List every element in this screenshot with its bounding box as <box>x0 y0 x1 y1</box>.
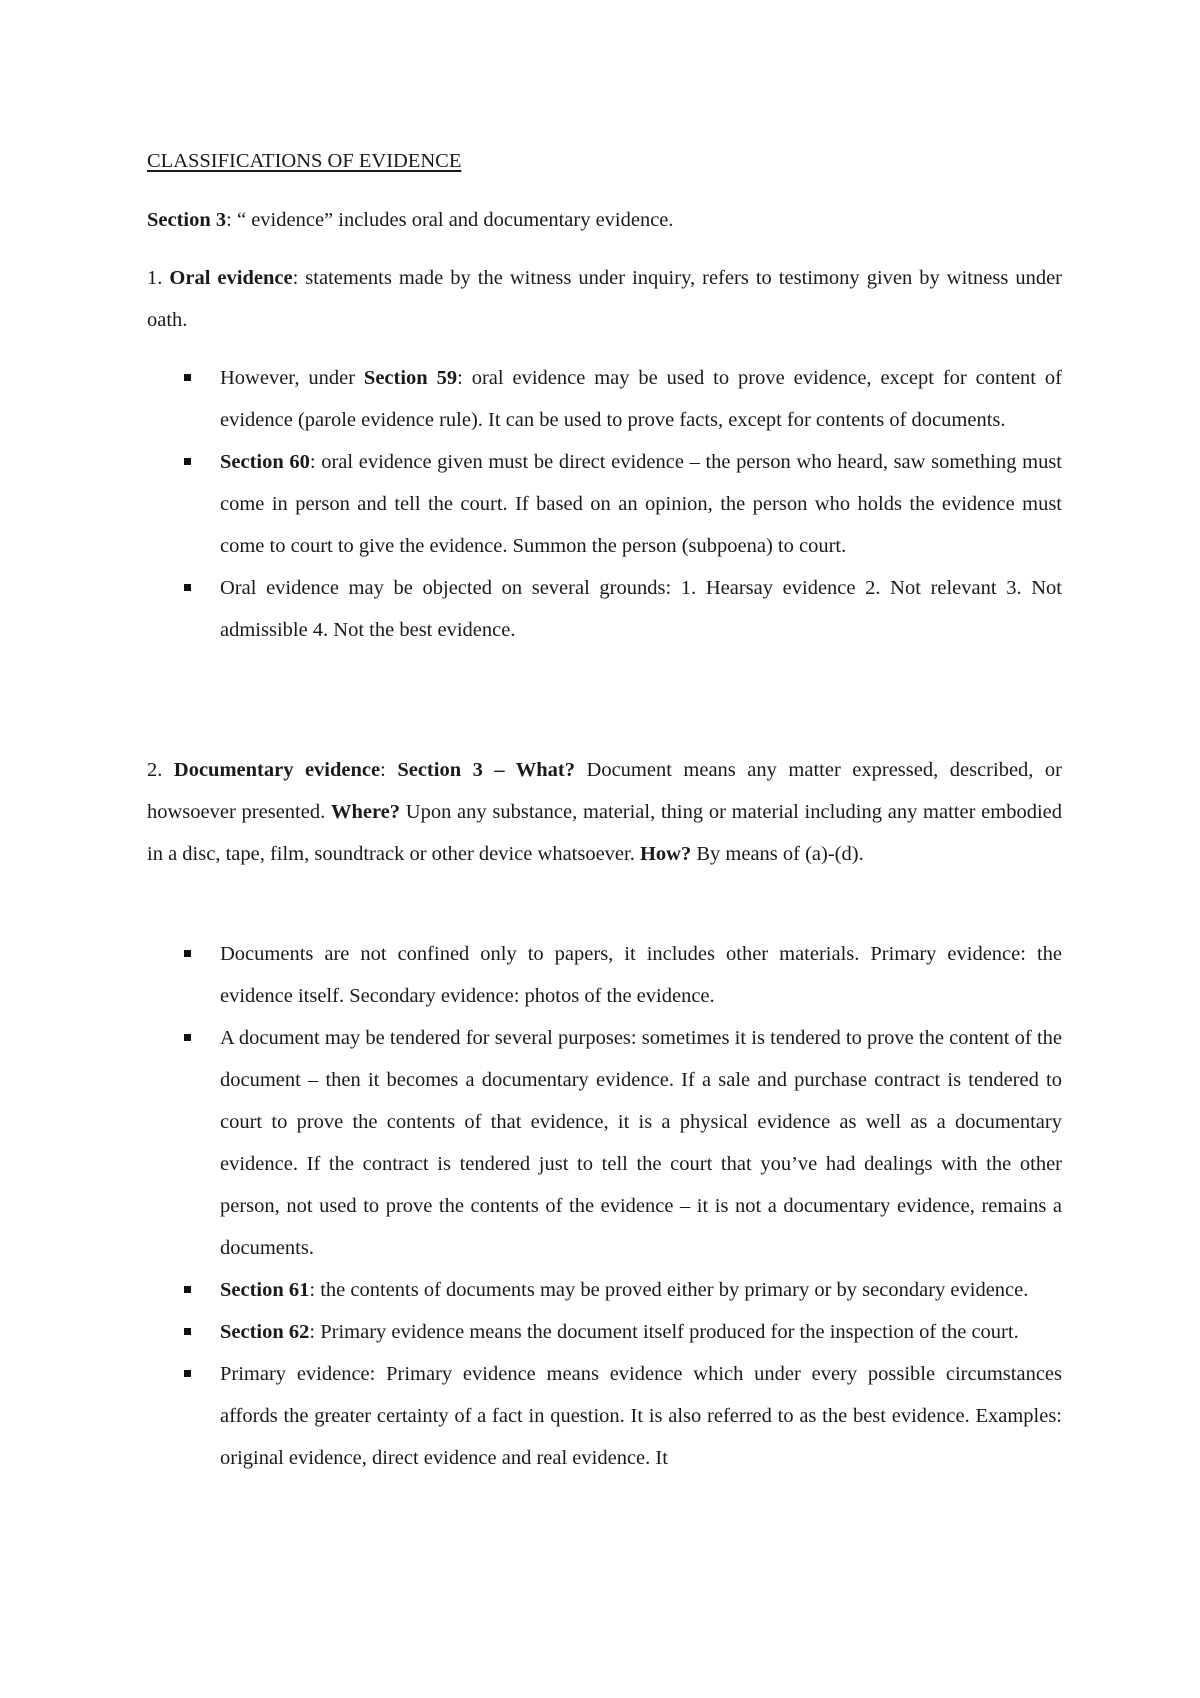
documentary-evidence-label: Documentary evidence <box>173 759 381 781</box>
bullet-text: Primary evidence: Primary evidence means evidence which under every possible circumstances affords the greater certainty of a fact in question. It is also referred to as the best evidence. Examples: original evidence, direct evidence and real evidence. It <box>220 1363 1062 1469</box>
bullet-text: Oral evidence may be objected on several grounds: 1. Hearsay evidence 2. Not relevant 3. Not admissible 4. Not the best evidence. <box>220 577 1062 641</box>
documentary-how-label: How? <box>639 843 692 865</box>
bullet-section-ref: Section 61 <box>220 1279 310 1301</box>
list-item <box>147 1017 1062 1269</box>
bullet-text: : Primary evidence means the document itself produced for the inspection of the court. <box>309 1321 1019 1343</box>
documentary-section-ref: Section 3 – What? <box>397 759 575 781</box>
bullet-section-ref: Section 60 <box>220 451 310 473</box>
square-bullet-icon <box>184 374 191 381</box>
list-item <box>147 1311 1062 1353</box>
documentary-text-where: Upon any substance, material, thing or material including any matter embodied in a disc, tape, film, soundtrack or other device whatsoever. <box>147 801 1062 865</box>
oral-evidence-number: 1. <box>147 267 170 289</box>
bullet-section-ref: Section 62 <box>220 1321 310 1343</box>
bullet-text: A document may be tendered for several purposes: sometimes it is tendered to prove the content of the document – then it becomes a documentary evidence. If a sale and purchase contract is tendered to court to prove the contents of that evidence, it is a physical evidence as well as a documentary evidence. If the contract is tendered just to tell the court that you’ve had dealings with the other person, not used to prove the contents of the evidence – it is not a documentary evidence, remains a documents. <box>220 1027 1062 1259</box>
oral-evidence-label: Oral evidence <box>169 267 293 289</box>
list-item <box>147 441 1062 567</box>
section-3-paragraph <box>147 199 1062 241</box>
documentary-evidence-paragraph <box>147 749 1062 875</box>
square-bullet-icon <box>184 1328 191 1335</box>
documentary-where-label: Where? <box>330 801 401 823</box>
square-bullet-icon <box>184 1034 191 1041</box>
list-item <box>147 1353 1062 1479</box>
section-3-label: Section 3 <box>147 209 227 231</box>
bullet-section-ref: Section 59 <box>363 367 458 389</box>
list-item <box>147 357 1062 441</box>
oral-evidence-paragraph <box>147 257 1062 341</box>
section-3-text: : “ evidence” includes oral and documentary evidence. <box>226 209 674 231</box>
list-item <box>147 567 1062 651</box>
list-item <box>147 1269 1062 1311</box>
bullet-text: : oral evidence may be used to prove evidence, except for content of evidence (parole evidence rule). It can be used to prove facts, except for contents of documents. <box>220 367 1062 431</box>
square-bullet-icon <box>184 950 191 957</box>
square-bullet-icon <box>184 584 191 591</box>
bullet-lead-text: However, under <box>220 367 364 389</box>
documentary-separator: : <box>380 759 398 781</box>
list-item <box>147 933 1062 1017</box>
oral-evidence-bullet-list <box>147 357 1062 651</box>
documentary-text-what: Document means any matter expressed, described, or howsoever presented. <box>147 759 1063 823</box>
bullet-text: Documents are not confined only to papers, it includes other materials. Primary evidence: the evidence itself. Secondary evidence: photos of the evidence. <box>220 943 1062 1007</box>
documentary-text-how: By means of (a)-(d). <box>691 843 864 865</box>
page-title: CLASSIFICATIONS OF EVIDENCE <box>147 150 462 172</box>
documentary-evidence-bullet-list <box>147 933 1062 1479</box>
square-bullet-icon <box>184 1286 191 1293</box>
bullet-text: : the contents of documents may be proved either by primary or by secondary evidence. <box>309 1279 1029 1301</box>
bullet-text: : oral evidence given must be direct evidence – the person who heard, saw something must come in person and tell the court. If based on an opinion, the person who holds the evidence must come to court to give the evidence. Summon the person (subpoena) to court. <box>220 451 1062 557</box>
square-bullet-icon <box>184 458 191 465</box>
square-bullet-icon <box>184 1370 191 1377</box>
oral-evidence-text: : statements made by the witness under inquiry, refers to testimony given by witness under oath. <box>147 267 1062 331</box>
documentary-evidence-number: 2. <box>147 759 174 781</box>
